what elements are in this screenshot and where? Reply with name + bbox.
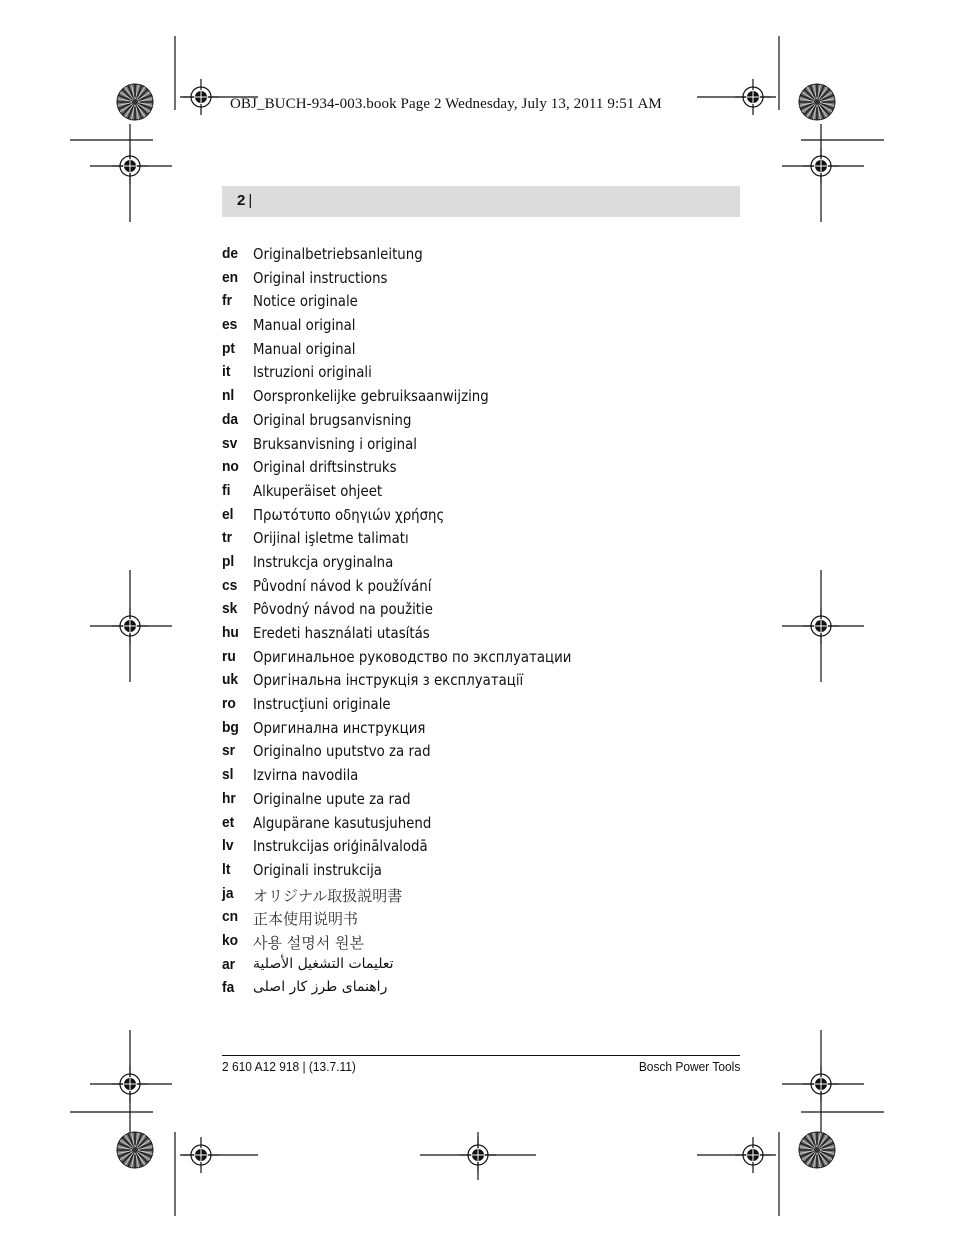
language-row-ro bbox=[222, 694, 742, 718]
language-manual-title: Originalno uputstvo za rad bbox=[253, 742, 431, 761]
language-row-sr bbox=[222, 741, 742, 765]
page-number-separator: | bbox=[248, 192, 253, 209]
language-code: ru bbox=[222, 647, 236, 665]
language-row-ar bbox=[222, 955, 742, 979]
language-code: pt bbox=[222, 339, 236, 357]
language-code: sl bbox=[222, 766, 234, 784]
language-manual-title: Оригінальна інструкція з експлуатації bbox=[253, 671, 524, 690]
language-manual-title: Πρωτότυπο οδηγιών χρήσης bbox=[253, 505, 445, 524]
language-code: uk bbox=[222, 671, 239, 689]
language-row-hu bbox=[222, 623, 742, 647]
language-manual-title: 正本使用说明书 bbox=[253, 910, 359, 929]
language-code: ar bbox=[222, 955, 236, 973]
language-manual-title: Manual original bbox=[253, 339, 356, 358]
language-row-pl bbox=[222, 552, 742, 576]
print-slug-line: OBJ_BUCH-934-003.book Page 2 Wednesday, July 13, 2011 9:51 AM bbox=[230, 96, 662, 112]
footer-brand: Bosch Power Tools bbox=[638, 1059, 740, 1074]
language-code: ro bbox=[222, 695, 236, 713]
language-manual-title: Оригинальное руководство по эксплуатации bbox=[253, 647, 572, 666]
language-manual-title: Original instructions bbox=[253, 268, 388, 287]
language-manual-title: 사용 설명서 원본 bbox=[253, 933, 364, 952]
language-row-fa bbox=[222, 978, 742, 1002]
language-row-el bbox=[222, 505, 742, 529]
language-manual-title: Originalne upute za rad bbox=[253, 789, 411, 808]
language-row-sk bbox=[222, 599, 742, 623]
language-row-hr bbox=[222, 789, 742, 813]
language-row-de bbox=[222, 244, 742, 268]
page-number-value: 2 bbox=[237, 192, 246, 209]
language-code: da bbox=[222, 410, 239, 428]
language-row-lv bbox=[222, 836, 742, 860]
language-manual-title: Algupärane kasutusjuhend bbox=[253, 813, 432, 832]
footer-rule bbox=[222, 1055, 740, 1056]
language-code: nl bbox=[222, 387, 235, 405]
language-manual-title: Istruzioni originali bbox=[253, 363, 372, 382]
language-manual-title: Manual original bbox=[253, 316, 356, 335]
language-manual-title: Původní návod k používání bbox=[253, 576, 432, 595]
language-manual-title: Originalbetriebsanleitung bbox=[253, 245, 423, 263]
language-code: bg bbox=[222, 718, 239, 736]
language-code: hr bbox=[222, 789, 236, 807]
language-code: de bbox=[222, 245, 239, 262]
language-manual-title: Notice originale bbox=[253, 292, 358, 311]
language-row-ko bbox=[222, 931, 742, 955]
language-row-fi bbox=[222, 481, 742, 505]
language-row-et bbox=[222, 813, 742, 837]
language-row-da bbox=[222, 410, 742, 434]
language-row-en bbox=[222, 268, 742, 292]
language-manual-title: Original brugsanvisning bbox=[253, 410, 412, 429]
language-manual-title: Instrukcja oryginalna bbox=[253, 552, 394, 571]
language-manual-title: راهنمای طرز کار اصلی bbox=[253, 979, 388, 996]
language-row-sl bbox=[222, 765, 742, 789]
language-row-nl bbox=[222, 386, 742, 410]
language-row-it bbox=[222, 362, 742, 386]
language-code: no bbox=[222, 458, 239, 476]
language-row-cs bbox=[222, 576, 742, 600]
language-manual-title: Pôvodný návod na použitie bbox=[253, 600, 433, 619]
language-code: en bbox=[222, 268, 239, 286]
language-manual-title: Oorspronkelijke gebruiksaanwijzing bbox=[253, 387, 489, 406]
language-list bbox=[222, 244, 742, 1002]
language-code: et bbox=[222, 813, 235, 831]
language-code: sr bbox=[222, 742, 236, 760]
page-number bbox=[237, 192, 252, 209]
language-manual-title: Original driftsinstruks bbox=[253, 458, 397, 477]
language-row-uk bbox=[222, 670, 742, 694]
language-code: el bbox=[222, 505, 234, 523]
language-manual-title: Оригинална инструкция bbox=[253, 718, 426, 737]
language-row-pt bbox=[222, 339, 742, 363]
language-manual-title: Bruksanvisning i original bbox=[253, 434, 417, 453]
language-row-es bbox=[222, 315, 742, 339]
language-manual-title: オリジナル取扱説明書 bbox=[253, 886, 403, 905]
language-manual-title: Originali instrukcija bbox=[253, 860, 382, 879]
language-code: fr bbox=[222, 292, 232, 310]
language-code: fa bbox=[222, 979, 235, 997]
language-row-lt bbox=[222, 860, 742, 884]
language-code: lt bbox=[222, 860, 231, 878]
language-code: lv bbox=[222, 837, 234, 855]
language-row-ja bbox=[222, 884, 742, 908]
language-manual-title: تعليمات التشغيل الأصلية bbox=[253, 955, 394, 972]
language-code: sk bbox=[222, 600, 238, 618]
footer-document-number: 2 610 A12 918 | (13.7.11) bbox=[222, 1059, 356, 1074]
page-header-bar bbox=[222, 186, 740, 217]
language-code: cs bbox=[222, 576, 238, 594]
language-row-sv bbox=[222, 434, 742, 458]
language-row-fr bbox=[222, 291, 742, 315]
language-code: es bbox=[222, 316, 238, 334]
language-row-bg bbox=[222, 718, 742, 742]
language-code: ko bbox=[222, 931, 239, 949]
language-row-cn bbox=[222, 907, 742, 931]
language-code: sv bbox=[222, 434, 238, 452]
language-code: pl bbox=[222, 552, 235, 570]
language-code: ja bbox=[222, 884, 234, 902]
language-row-tr bbox=[222, 528, 742, 552]
language-manual-title: Instrucţiuni originale bbox=[253, 695, 391, 714]
language-row-no bbox=[222, 457, 742, 481]
language-code: it bbox=[222, 363, 231, 381]
language-code: hu bbox=[222, 624, 239, 641]
language-row-ru bbox=[222, 647, 742, 671]
language-manual-title: Alkuperäiset ohjeet bbox=[253, 481, 383, 500]
language-manual-title: Instrukcijas oriģinālvalodā bbox=[253, 837, 428, 856]
language-code: cn bbox=[222, 908, 239, 926]
language-manual-title: Izvirna navodila bbox=[253, 766, 359, 785]
language-code: fi bbox=[222, 481, 231, 499]
language-code: tr bbox=[222, 529, 232, 547]
language-manual-title: Orijinal işletme talimatı bbox=[253, 529, 409, 548]
language-manual-title: Eredeti használati utasítás bbox=[253, 624, 430, 642]
